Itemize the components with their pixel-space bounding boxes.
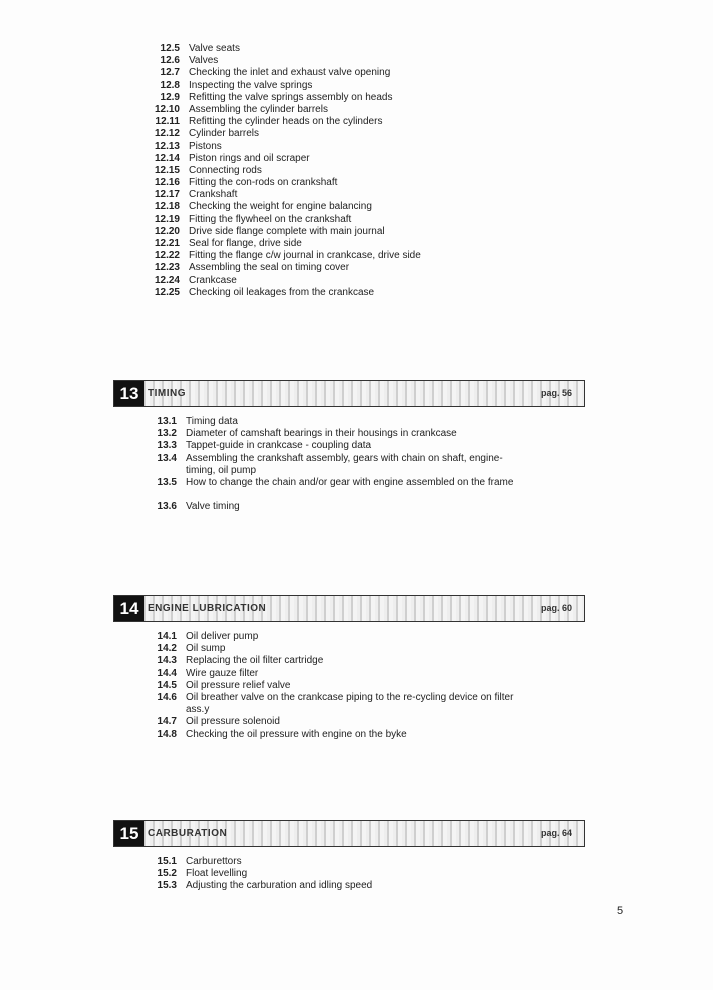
toc-item-number: 12.14 bbox=[154, 152, 180, 164]
section-title: TIMING bbox=[148, 388, 186, 399]
toc-item-title: Pistons bbox=[189, 140, 222, 152]
toc-item-number: 14.7 bbox=[157, 716, 177, 728]
toc-item-title: Checking the oil pressure with engine on the byke bbox=[186, 728, 407, 740]
toc-item-title: Inspecting the valve springs bbox=[189, 79, 313, 91]
section-page-ref: pag. 56 bbox=[540, 388, 572, 398]
section-list bbox=[139, 416, 516, 514]
toc-item-number: 12.21 bbox=[154, 238, 180, 249]
toc-item bbox=[142, 153, 519, 165]
toc-item bbox=[139, 453, 516, 477]
toc-item-number: 12.11 bbox=[155, 116, 180, 128]
toc-item-title: Fitting the con-rods on crankshaft bbox=[189, 177, 338, 189]
section-12-list bbox=[142, 43, 519, 299]
toc-item-number: 14.6 bbox=[157, 691, 177, 703]
section-header bbox=[113, 820, 585, 847]
toc-item-number: 12.17 bbox=[154, 189, 180, 201]
toc-item bbox=[142, 287, 519, 299]
toc-item-title: Valve timing bbox=[186, 501, 240, 513]
toc-item-number: 12.7 bbox=[160, 67, 180, 79]
toc-item-title: Connecting rods bbox=[189, 164, 262, 176]
toc-item-title: Tappet-guide in crankcase - coupling data bbox=[186, 440, 372, 452]
toc-item-title: Checking the weight for engine balancing bbox=[189, 201, 372, 213]
section-number: 14 bbox=[114, 596, 144, 621]
toc-item bbox=[142, 250, 519, 262]
toc-item bbox=[139, 655, 516, 667]
toc-item-title: Checking oil leakages from the crankcase bbox=[189, 286, 375, 298]
toc-item-title: Diameter of camshaft bearings in their housings in crankcase bbox=[186, 428, 457, 440]
toc-item bbox=[142, 80, 519, 92]
toc-item-title: Oil pressure relief valve bbox=[186, 679, 291, 691]
toc-item-number: 12.12 bbox=[154, 128, 180, 140]
toc-item-title: Fitting the flange c/w journal in crankcase, drive side bbox=[189, 250, 421, 262]
toc-item-title: Fitting the flywheel on the crankshaft bbox=[189, 213, 352, 225]
toc-item-number: 12.25 bbox=[154, 286, 180, 298]
section-number: 13 bbox=[114, 381, 144, 406]
toc-item bbox=[139, 680, 516, 692]
section-header bbox=[113, 595, 585, 622]
toc-item-title: Piston rings and oil scraper bbox=[189, 152, 310, 164]
toc-item-title: Refitting the valve springs assembly on heads bbox=[189, 91, 393, 103]
section-number: 15 bbox=[114, 821, 144, 846]
toc-item-title: Assembling the seal on timing cover bbox=[189, 262, 350, 274]
toc-item bbox=[142, 92, 519, 104]
toc-item-title: Oil deliver pump bbox=[186, 631, 259, 642]
toc-item-number: 13.3 bbox=[157, 440, 177, 452]
toc-item bbox=[142, 238, 519, 250]
toc-item-title: Replacing the oil filter cartridge bbox=[186, 655, 324, 667]
toc-item-title: Valve seats bbox=[189, 43, 240, 54]
toc-item-number: 12.18 bbox=[154, 201, 180, 213]
toc-item bbox=[139, 692, 516, 716]
toc-item-title: Drive side flange complete with main journal bbox=[189, 225, 385, 237]
toc-item bbox=[139, 428, 516, 440]
toc-item bbox=[142, 189, 519, 201]
toc-item bbox=[142, 141, 519, 153]
toc-item bbox=[139, 668, 516, 680]
toc-item-title: Assembling the cylinder barrels bbox=[189, 103, 328, 115]
section-title: CARBURATION bbox=[148, 828, 228, 839]
toc-item bbox=[142, 55, 519, 67]
toc-item-title: Refitting the cylinder heads on the cylinders bbox=[189, 116, 383, 128]
toc-item-title: Wire gauze filter bbox=[186, 667, 259, 679]
toc-item-number: 14.5 bbox=[157, 679, 177, 691]
toc-item-number: 12.8 bbox=[160, 79, 180, 91]
toc-item-title: Adjusting the carburation and idling speed bbox=[186, 880, 373, 892]
toc-item bbox=[142, 43, 519, 55]
toc-item bbox=[139, 631, 516, 643]
section-page-ref: pag. 64 bbox=[540, 828, 572, 838]
toc-item-number: 12.6 bbox=[160, 55, 180, 67]
toc-item-title: Checking the inlet and exhaust valve opening bbox=[189, 67, 391, 79]
toc-item-number: 12.24 bbox=[154, 274, 180, 286]
toc-item-number: 13.6 bbox=[157, 501, 177, 513]
toc-item-number: 15.2 bbox=[157, 868, 177, 880]
toc-item bbox=[139, 440, 516, 452]
toc-item-number: 12.19 bbox=[154, 213, 180, 225]
toc-item bbox=[139, 416, 516, 428]
toc-item-title: How to change the chain and/or gear with engine assembled on the frame bbox=[186, 476, 514, 488]
toc-item-number: 14.1 bbox=[157, 631, 177, 642]
section-title: ENGINE LUBRICATION bbox=[148, 603, 267, 614]
section-list bbox=[139, 856, 516, 893]
toc-item-title: Assembling the crankshaft assembly, gears with chain on shaft, engine-timing, oil pump bbox=[186, 452, 503, 476]
toc-item bbox=[142, 128, 519, 140]
toc-item bbox=[139, 477, 516, 501]
toc-item-number: 12.13 bbox=[154, 140, 180, 152]
toc-item-title: Cylinder barrels bbox=[189, 128, 260, 140]
toc-item bbox=[142, 67, 519, 79]
toc-item-title: Oil sump bbox=[186, 643, 226, 655]
toc-item-number: 13.1 bbox=[157, 416, 177, 427]
toc-item bbox=[142, 214, 519, 226]
toc-item-number: 14.8 bbox=[157, 728, 177, 740]
toc-item-title: Valves bbox=[189, 55, 219, 67]
toc-item-number: 12.23 bbox=[154, 262, 180, 274]
toc-item-number: 13.4 bbox=[157, 452, 177, 464]
toc-item-title: Oil pressure solenoid bbox=[186, 716, 280, 728]
toc-item-title: Float levelling bbox=[186, 868, 248, 880]
toc-item-number: 14.4 bbox=[157, 667, 177, 679]
toc-item-number: 12.9 bbox=[160, 91, 180, 103]
toc-item-title: Oil breather valve on the crankcase piping to the re-cycling device on filter ass.y bbox=[186, 691, 514, 716]
toc-item-number: 12.15 bbox=[154, 164, 180, 176]
toc-item-title: Crankcase bbox=[189, 274, 237, 286]
toc-item bbox=[142, 262, 519, 274]
toc-item bbox=[139, 501, 516, 513]
toc-item bbox=[142, 177, 519, 189]
toc-item bbox=[139, 856, 516, 868]
toc-item-number: 12.22 bbox=[154, 250, 180, 262]
toc-item-number: 14.2 bbox=[157, 643, 177, 655]
toc-item-title: Seal for flange, drive side bbox=[189, 238, 302, 249]
toc-item-number: 12.10 bbox=[154, 103, 180, 115]
toc-item-number: 15.1 bbox=[157, 856, 177, 867]
toc-item bbox=[139, 868, 516, 880]
toc-item-title: Carburettors bbox=[186, 856, 242, 867]
section-header bbox=[113, 380, 585, 407]
toc-item bbox=[142, 165, 519, 177]
toc-item bbox=[139, 716, 516, 728]
page-number: 5 bbox=[617, 905, 624, 917]
toc-item bbox=[139, 880, 516, 892]
toc-item bbox=[142, 201, 519, 213]
toc-item bbox=[142, 116, 519, 128]
toc-item-title: Timing data bbox=[186, 416, 238, 427]
section-page-ref: pag. 60 bbox=[540, 603, 572, 613]
toc-item-number: 12.20 bbox=[154, 225, 180, 237]
toc-item-number: 15.3 bbox=[157, 880, 177, 892]
toc-item bbox=[142, 275, 519, 287]
toc-item-number: 14.3 bbox=[157, 655, 177, 667]
toc-item bbox=[142, 104, 519, 116]
toc-item bbox=[139, 729, 516, 741]
section-list bbox=[139, 631, 516, 741]
toc-item-number: 13.2 bbox=[157, 428, 177, 440]
toc-item-number: 12.5 bbox=[160, 43, 180, 54]
toc-item-number: 12.16 bbox=[154, 177, 180, 189]
toc-item-number: 13.5 bbox=[157, 476, 177, 488]
toc-item bbox=[139, 643, 516, 655]
toc-item-title: Crankshaft bbox=[189, 189, 238, 201]
toc-item bbox=[142, 226, 519, 238]
